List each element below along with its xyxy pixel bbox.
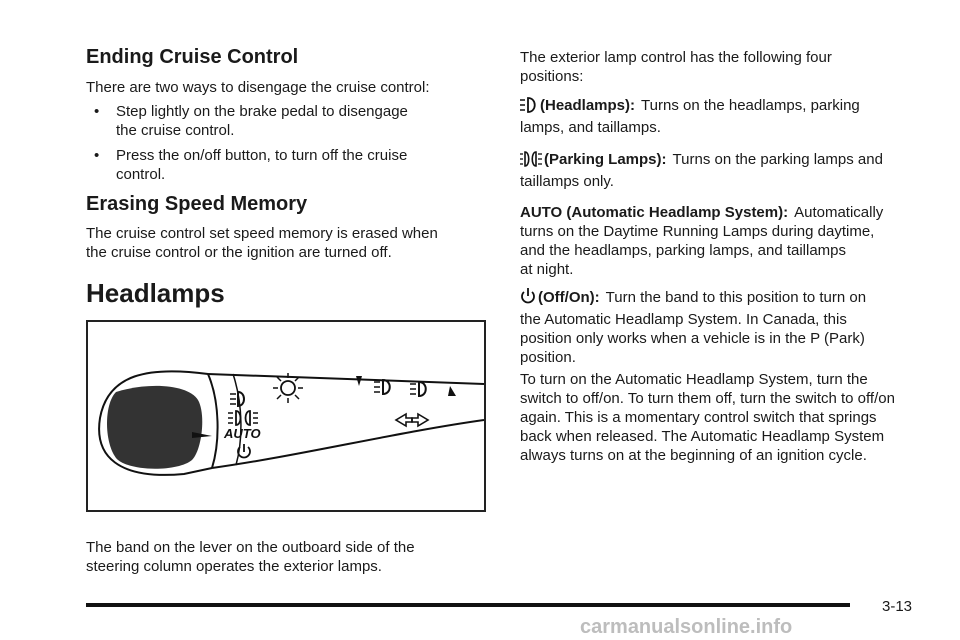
auto-position: AUTO (Automatic Headlamp System): Automatically turns on the Daytime Running Lamps during daytime, and the headlamps, parking lamps, and taillamps at night.: [520, 204, 884, 278]
headlamps-position: (Headlamps): Turns on the headlamps, parking lamps, and taillamps.: [520, 97, 860, 136]
turn-signal-icon: [396, 414, 428, 426]
auto-label: AUTO (Automatic Headlamp System):: [520, 204, 789, 221]
off-on-position: (Off/On): Turn the band to this position to turn on the Automatic Headlamp System. In Canada, this position only works when a vehicle is in the P (Park) position.: [520, 289, 867, 366]
automatic-headlamp-paragraph: To turn on the Automatic Headlamp System, turn the switch to off/on. To turn them off, turn the switch to off/on again. This is a momentary control switch that springs back when released. The Automatic Headlamp System always turns on at the beginning of an ignition cycle.: [520, 371, 895, 464]
headlamp-symbol-icon: [520, 97, 538, 118]
bullet-text-line: control.: [116, 166, 166, 183]
heading-ending-cruise-control: Ending Cruise Control: [86, 46, 299, 68]
watermark: carmanualsonline.info: [580, 616, 793, 638]
bullet-text-line: Press the on/off button, to turn off the cruise: [116, 147, 408, 164]
figure-caption: The band on the lever on the outboard side of the steering column operates the exterior lamps.: [86, 539, 415, 575]
headlamps-label: (Headlamps):: [540, 97, 636, 114]
erasing-speed-paragraph: The cruise control set speed memory is erased when the cruise control or the ignition are turned off.: [86, 225, 438, 261]
sun-icon: [273, 373, 303, 403]
headlamp-symbol-icon: [230, 392, 244, 406]
parking-lamps-position: (Parking Lamps): Turns on the parking lamps and taillamps only.: [520, 151, 883, 190]
footer-rule: [86, 603, 850, 607]
parking-lamps-icon: [520, 151, 542, 172]
page-number: 3-13: [882, 598, 913, 615]
low-beam-icon: [410, 382, 426, 396]
high-beam-icon: [374, 380, 390, 394]
headlamp-lever-illustration: [88, 322, 484, 510]
parking-lamps-icon: [228, 411, 258, 425]
power-symbol-icon: [520, 287, 536, 310]
bullet-dot: •: [94, 103, 100, 120]
lamp-control-intro: The exterior lamp control has the following four positions:: [520, 49, 832, 85]
heading-erasing-speed-memory: Erasing Speed Memory: [86, 193, 308, 215]
bullet-text-line: Step lightly on the brake pedal to disengage: [116, 103, 408, 120]
off-on-label: (Off/On):: [538, 289, 600, 306]
figure-auto-label: AUTO: [224, 426, 261, 441]
parking-lamps-label: (Parking Lamps):: [544, 151, 667, 168]
bullet-dot: •: [94, 147, 100, 164]
headlamp-lever-figure: [86, 320, 486, 512]
ending-cruise-intro: There are two ways to disengage the cruise control:: [86, 79, 430, 96]
heading-headlamps: Headlamps: [86, 278, 225, 308]
bullet-text-line: the cruise control.: [116, 122, 235, 139]
